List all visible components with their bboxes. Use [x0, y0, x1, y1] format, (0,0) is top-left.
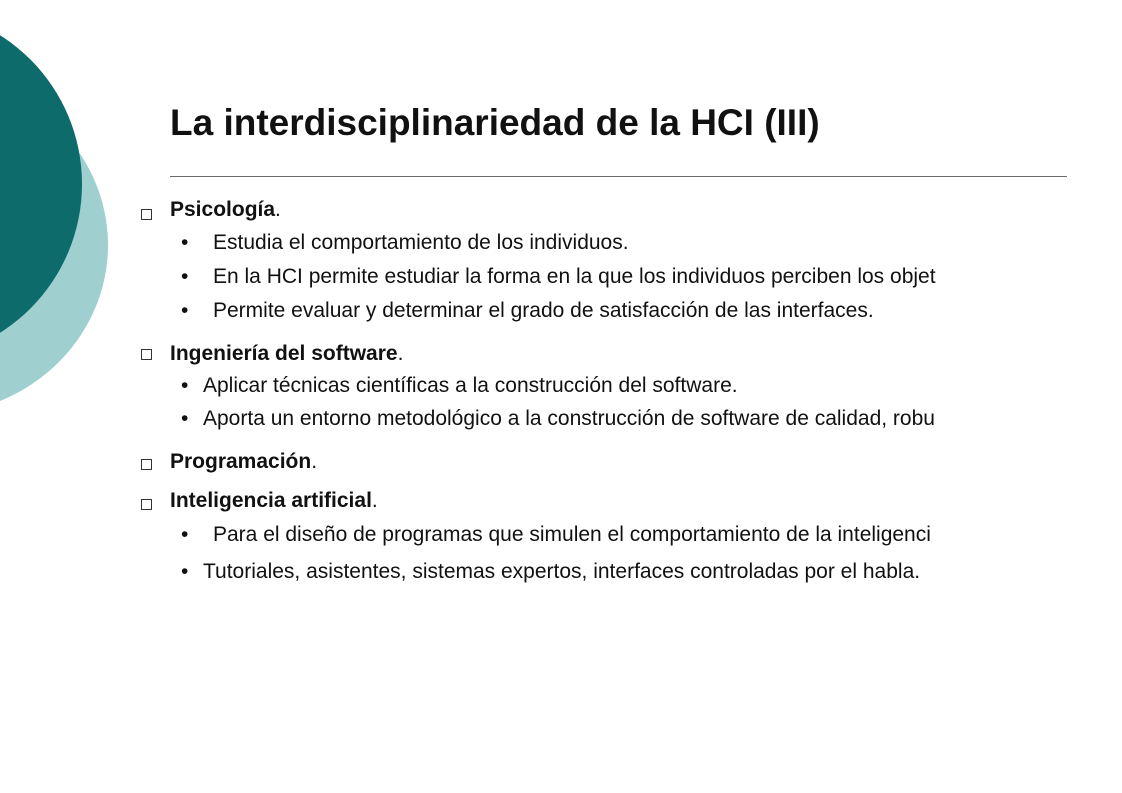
- slide-title: La interdisciplinariedad de la HCI (III): [170, 102, 820, 143]
- bullet-icon: •: [181, 299, 189, 322]
- list-item: Aporta un entorno metodológico a la construcción de software de calidad, robu: [203, 407, 935, 430]
- square-bullet-icon: [141, 349, 152, 360]
- list-item: En la HCI permite estudiar la forma en la que los individuos perciben los objet: [213, 265, 936, 288]
- square-bullet-icon: [141, 209, 152, 220]
- list-item: Estudia el comportamiento de los individuos.: [213, 231, 629, 254]
- bullet-icon: •: [181, 265, 189, 288]
- square-bullet-icon: [141, 499, 152, 510]
- list-item: Permite evaluar y determinar el grado de satisfacción de las interfaces.: [213, 299, 874, 322]
- bullet-icon: •: [181, 523, 189, 546]
- bullet-icon: •: [181, 407, 189, 430]
- bullet-icon: •: [181, 374, 189, 397]
- section-heading: Psicología.: [170, 198, 281, 221]
- list-item: Para el diseño de programas que simulen el comportamiento de la inteligenci: [213, 523, 931, 546]
- bullet-icon: •: [181, 560, 189, 583]
- section-heading: Ingeniería del software.: [170, 342, 404, 365]
- list-item: Aplicar técnicas científicas a la construcción del software.: [203, 374, 738, 397]
- section-heading: Inteligencia artificial.: [170, 489, 378, 512]
- list-item: Tutoriales, asistentes, sistemas expertos, interfaces controladas por el habla.: [203, 560, 921, 583]
- bullet-icon: •: [181, 231, 189, 254]
- square-bullet-icon: [141, 459, 152, 470]
- section-heading: Programación.: [170, 450, 318, 473]
